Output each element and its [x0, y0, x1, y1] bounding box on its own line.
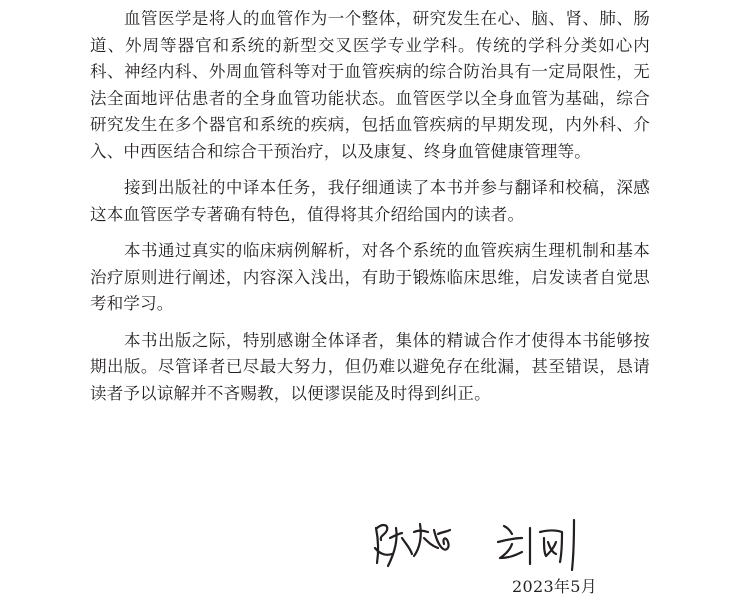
signature-right	[498, 520, 574, 570]
preface-date: 2023年5月	[512, 577, 597, 596]
handwritten-signature	[372, 508, 612, 578]
paragraph-1: 血管医学是将人的血管作为一个整体，研究发生在心、脑、肾、肺、肠道、外周等器官和系统的新型交叉医学专业学科。传统的学科分类如心内科、神经内科、外周血管科等对于血管疾病的综合防治具有一定局限性，无法全面地评估患者的全身血管功能状态。血管医学以全身血管为基础，综合研究发生在多个器官和系统的疾病，包括血管疾病的早期发现，内外科、介入、中西医结合和综合干预治疗，以及康复、终身血管健康管理等。	[90, 9, 650, 161]
paragraph-4: 本书出版之际，特别感谢全体译者，集体的精诚合作才使得本书能够按期出版。尽管译者已尽最大努力，但仍难以避免存在纰漏，甚至错误，恳请读者予以谅解并不吝赐教，以便谬误能及时得到纠正。	[90, 330, 650, 403]
preface-body	[90, 6, 650, 407]
signature-left	[375, 524, 450, 566]
paragraph-2: 接到出版社的中译本任务，我仔细通读了本书并参与翻译和校稿，深感这本血管医学专著确有特色，值得将其介绍给国内的读者。	[90, 178, 650, 224]
paragraph-3: 本书通过真实的临床病例解析，对各个系统的血管疾病生理机制和基本治疗原则进行阐述，内容深入浅出，有助于锻炼临床思维，启发读者自觉思考和学习。	[90, 241, 650, 313]
